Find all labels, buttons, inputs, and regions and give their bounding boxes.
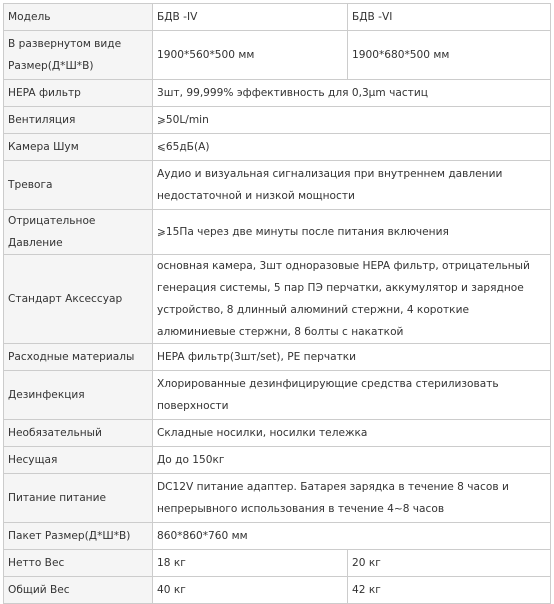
table-row-model — [4, 4, 551, 31]
table-row-package-size — [4, 523, 551, 550]
row-label: Несущая — [4, 447, 153, 474]
cell-size-a: 1900*560*500 мм — [153, 31, 348, 80]
table-row-optional — [4, 420, 551, 447]
table-row-size — [4, 31, 551, 80]
row-label: Питание питание — [4, 474, 153, 523]
table-row-power — [4, 474, 551, 523]
row-label: Необязательный — [4, 420, 153, 447]
cell-ventilation-value: ⩾50L/min — [153, 107, 551, 134]
cell-hepa-value: 3шт, 99,999% эффективность для 0,3μm частиц — [153, 80, 551, 107]
table-row-gross-weight — [4, 577, 551, 604]
table-row-noise — [4, 134, 551, 161]
cell-alarm-value: Аудио и визуальная сигнализация при внутреннем давлении недостаточной и низкой мощности — [153, 161, 551, 210]
cell-disinfection-value: Хлорированные дезинфицирующие средства стерилизовать поверхности — [153, 371, 551, 420]
cell-model-a: БДВ -IV — [153, 4, 348, 31]
table-row-negative-pressure — [4, 210, 551, 255]
row-label: Вентиляция — [4, 107, 153, 134]
row-label: Дезинфекция — [4, 371, 153, 420]
table-row-disinfection — [4, 371, 551, 420]
row-label: Стандарт Аксессуар — [4, 255, 153, 344]
row-label: Общий Вес — [4, 577, 153, 604]
cell-net-weight-a: 18 кг — [153, 550, 348, 577]
spec-table — [3, 3, 551, 604]
table-row-consumables — [4, 344, 551, 371]
cell-size-b: 1900*680*500 мм — [348, 31, 551, 80]
cell-consumables-value: HEPA фильтр(3шт/set), PE перчатки — [153, 344, 551, 371]
cell-power-value: DC12V питание адаптер. Батарея зарядка в течение 8 часов и непрерывного использования в течение 4~8 часов — [153, 474, 551, 523]
cell-gross-weight-a: 40 кг — [153, 577, 348, 604]
table-row-standard-accessory — [4, 255, 551, 344]
cell-standard-accessory-value: основная камера, 3шт одноразовые HEPA фильтр, отрицательный генерация системы, 5 пар ПЭ перчатки, аккумулятор и зарядное устройство, 8 длинный алюминий стержни, 4 короткие алюминиевые стержни, 8 болты с накаткой — [153, 255, 551, 344]
row-label: HEPA фильтр — [4, 80, 153, 107]
table-row-hepa — [4, 80, 551, 107]
row-label: Расходные материалы — [4, 344, 153, 371]
cell-load-value: До до 150кг — [153, 447, 551, 474]
cell-noise-value: ⩽65дБ(A) — [153, 134, 551, 161]
row-label: Модель — [4, 4, 153, 31]
cell-negative-pressure-value: ⩾15Па через две минуты после питания включения — [153, 210, 551, 255]
row-label: Камера Шум — [4, 134, 153, 161]
table-row-alarm — [4, 161, 551, 210]
cell-net-weight-b: 20 кг — [348, 550, 551, 577]
row-label: Нетто Вес — [4, 550, 153, 577]
table-row-net-weight — [4, 550, 551, 577]
table-row-ventilation — [4, 107, 551, 134]
row-label: Тревога — [4, 161, 153, 210]
row-label: Пакет Размер(Д*Ш*В) — [4, 523, 153, 550]
row-label: В развернутом виде Размер(Д*Ш*В) — [4, 31, 153, 80]
table-row-load — [4, 447, 551, 474]
cell-gross-weight-b: 42 кг — [348, 577, 551, 604]
cell-optional-value: Складные носилки, носилки тележка — [153, 420, 551, 447]
row-label: Отрицательное Давление — [4, 210, 153, 255]
cell-model-b: БДВ -VI — [348, 4, 551, 31]
cell-package-size-value: 860*860*760 мм — [153, 523, 551, 550]
